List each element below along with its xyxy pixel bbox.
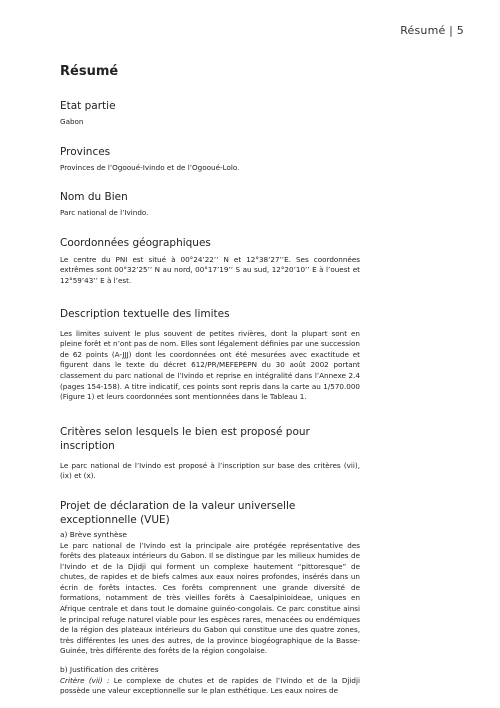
section-text: Les limites suivent le plus souvent de petites rivières, dont la plupart sont en pleine forêt et n’ont pas de nom. Elles sont légalement définies par une succession de 62 points (A-JJJ) dont les coordonnées ont été mesurées avec exactitude et figurent dans le texte du décret 612/PR/MEFEPEPN du 30 août 2002 portant classement du parc national de l’Ivindo et reprise en intégralité dans l’Annexe 2.4 (pages 154-158). A titre indicatif, ces points sont repris dans la carte au 1/570.000 (Figure 1) et leurs coordonnées sont mentionnées dans le Tableau 1. xyxy=(60,328,360,402)
section-heading: Nom du Bien xyxy=(60,191,128,204)
section-heading: Description textuelle des limites xyxy=(60,307,230,320)
section-provinces xyxy=(60,145,360,174)
section-text: Le parc national de l’Ivindo est proposé à l’inscription sur base des critères (vii), (ix) et (x). xyxy=(60,460,360,481)
section-nom-bien xyxy=(60,190,360,219)
criterion-text: Le complexe de chutes et de rapides de l’Ivindo et de la Djidji possède une valeur exceptionnelle sur le plan esthétique. Les eaux noires de xyxy=(60,675,360,696)
running-head: Résumé | 5 xyxy=(400,24,464,37)
page-body xyxy=(60,64,360,697)
section-text: Provinces de l’Ogooué-Ivindo et de l’Ogooué-Lolo. xyxy=(60,162,240,172)
section-etat-partie xyxy=(60,99,360,128)
section-heading: Critères selon lesquels le bien est proposé pour inscription xyxy=(60,425,310,452)
section-limites xyxy=(60,307,360,403)
section-text: Gabon xyxy=(60,117,84,126)
section-text xyxy=(60,676,360,697)
subsection-label: b) Justification des critères xyxy=(60,665,159,675)
section-heading: Coordonnées géographiques xyxy=(60,236,211,249)
section-heading: Etat partie xyxy=(60,100,116,112)
section-text: Le parc national de l’Ivindo est la principale aire protégée représentative des forêts des plateaux intérieurs du Gabon. Il se distingue par les milieux humides de l’Ivindo et de la Djidji qui forment un complexe hautement “pittoresque” de chutes, de rapides et de biefs calmes aux eaux noires profondes, insérés dans un écrin de forêts intactes. Ces forêts comprennent une grande diversité de formations, notamment de très vieilles forêts à Caesalpinioideae, uniques en Afrique centrale et dans tout le domaine guinéo-congolais. Ce parc constitue ainsi le principal refuge naturel viable pour les espèces rares, menacées ou endémiques de la région des plateaux intérieurs du Gabon qui constitue une des quatre zones, très différentes les unes des autres, de la province biogéographique de la Basse-Guinée, très différente des forêts de la région congolaise. xyxy=(60,540,360,656)
section-text: Parc national de l’Ivindo. xyxy=(60,208,149,218)
subsection-label: a) Brève synthèse xyxy=(60,529,127,539)
section-criteres xyxy=(60,425,360,482)
page-title: Résumé xyxy=(60,64,119,79)
section-text: Le centre du PNI est situé à 00°24’22’’ N et 12°38’27’’E. Ses coordonnées extrêmes sont 00°32’25’’ N au nord, 00°17’19’’ S au sud, 12°20’10’’ E à l’ouest et 12°59’43’’ E à l’est. xyxy=(60,254,360,285)
section-heading: Provinces xyxy=(60,145,111,158)
section-vue xyxy=(60,499,360,697)
section-heading: Projet de déclaration de la valeur universelle exceptionnelle (VUE) xyxy=(60,499,296,526)
section-coordonnees xyxy=(60,236,360,287)
criterion-label: Critère (vii) : xyxy=(60,675,110,685)
